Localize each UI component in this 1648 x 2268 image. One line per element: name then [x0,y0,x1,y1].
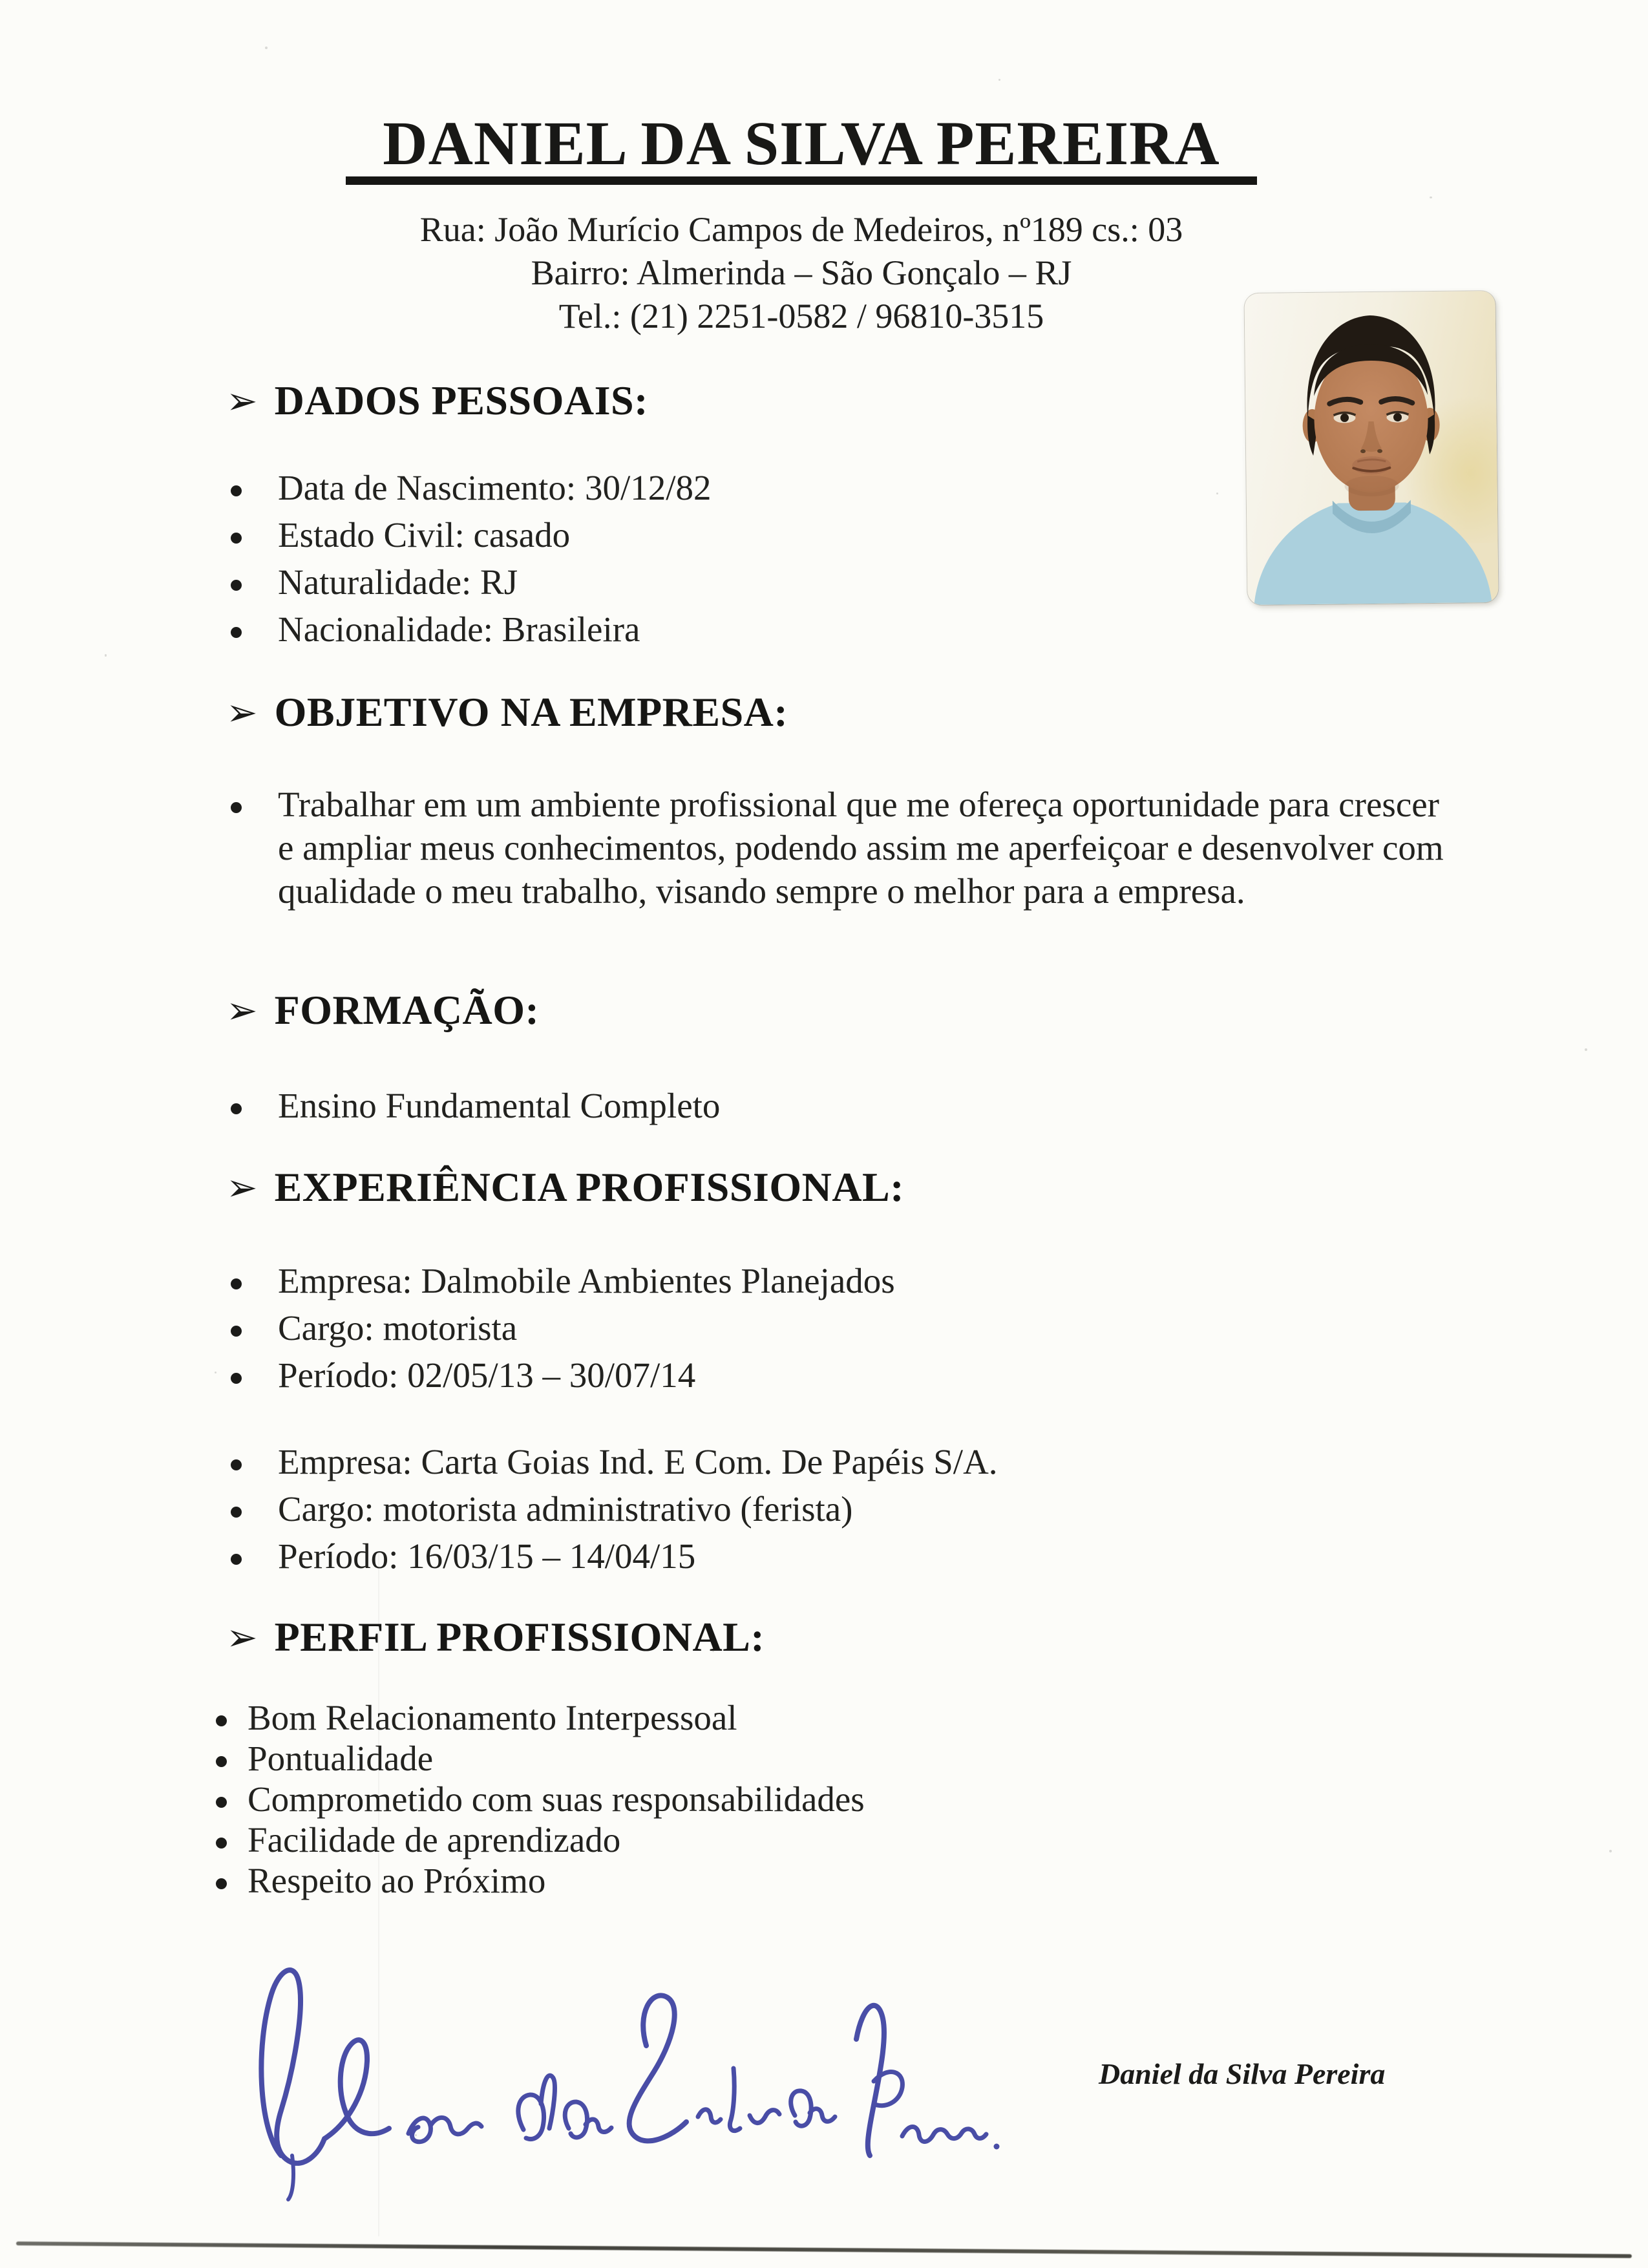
page-title: DANIEL DA SILVA PEREIRA [346,112,1257,185]
bullet-icon [216,1715,227,1726]
scanner-edge-line [16,2242,1632,2258]
perfil-list [216,1697,865,1901]
job-2-list [231,1438,998,1580]
scan-speck [1430,196,1432,198]
scan-speck [1216,493,1218,494]
job-2-cargo: Cargo: motorista administrativo (ferista) [278,1489,853,1529]
scan-speck [1609,1850,1612,1852]
bullet-icon [231,485,242,496]
bullet-icon [231,1554,242,1565]
section-title-formacao: FORMAÇÃO: [274,987,540,1033]
section-title-experiencia: EXPERIÊNCIA PROFISSIONAL: [274,1164,905,1210]
bullet-icon [231,1373,242,1384]
contact-block [346,208,1257,338]
job-1-periodo: Período: 02/05/13 – 30/07/14 [278,1355,696,1395]
bullet-icon [216,1878,227,1889]
bullet-icon [231,533,242,544]
bullet-icon [231,580,242,591]
id-photo-image [1244,291,1498,605]
section-title-dados-pessoais: DADOS PESSOAIS: [274,377,648,423]
section-arrow-icon: ➢ [226,379,258,423]
signature-image [220,1942,1008,2214]
list-item [216,1697,865,1738]
job-1-empresa: Empresa: Dalmobile Ambientes Planejados [278,1261,895,1300]
scan-speck [712,1649,714,1652]
job-1-list [231,1257,895,1399]
perfil-item-respeito: Respeito ao Próximo [248,1861,546,1900]
dados-item-estado-civil: Estado Civil: casado [278,515,571,555]
perfil-item-pontualidade: Pontualidade [248,1739,434,1778]
dados-item-nacionalidade: Nacionalidade: Brasileira [278,609,640,649]
bullet-icon [231,1459,242,1470]
scan-speck [265,47,268,49]
scan-speck [998,79,1000,81]
perfil-item-aprendizado: Facilidade de aprendizado [248,1820,621,1860]
scan-speck [215,1372,217,1373]
dados-item-nascimento: Data de Nascimento: 30/12/82 [278,468,712,507]
list-item [231,1304,895,1351]
list-item [231,1082,720,1129]
section-arrow-icon: ➢ [226,988,258,1032]
section-arrow-icon: ➢ [226,690,258,734]
job-2-empresa: Empresa: Carta Goias Ind. E Com. De Papéis S/A. [278,1442,998,1481]
id-photo [1244,291,1498,605]
section-formacao [226,987,540,1033]
dados-item-naturalidade: Naturalidade: RJ [278,562,518,602]
formacao-list [231,1082,720,1129]
section-perfil [226,1616,765,1658]
job-2-periodo: Período: 16/03/15 – 14/04/15 [278,1536,696,1576]
section-arrow-icon: ➢ [226,1165,258,1209]
bullet-icon [231,627,242,638]
address-line-2: Bairro: Almerinda – São Gonçalo – RJ [531,253,1072,292]
bullet-icon [231,1507,242,1518]
job-1-cargo: Cargo: motorista [278,1308,518,1348]
perfil-item-relacionamento: Bom Relacionamento Interpessoal [248,1698,737,1737]
perfil-item-comprometido: Comprometido com suas responsabilidades [248,1779,865,1819]
section-objetivo [226,689,788,735]
scan-speck [1585,1048,1587,1051]
objetivo-paragraph: Trabalhar em um ambiente profissional que me ofereça oportunidade para crescer e ampliar meus conhecimentos, podendo assim me aperfeiçoar e desenvolver com qualidade o meu trabalho, visando sempre o melhor para a empresa. [278,785,1444,911]
handwritten-signature [220,1942,1008,2214]
bullet-icon [231,1326,242,1337]
bullet-icon [231,1278,242,1289]
list-item [216,1738,865,1779]
typed-signature-name: Daniel da Silva Pereira [1099,2057,1386,2090]
phone-line: Tel.: (21) 2251-0582 / 96810-3515 [558,297,1044,335]
list-item [231,606,712,653]
bullet-icon [231,1103,242,1114]
section-title-objetivo: OBJETIVO NA EMPRESA: [274,689,788,735]
bullet-icon [216,1756,227,1767]
section-experiencia [226,1164,905,1210]
list-item [216,1819,865,1860]
section-dados-pessoais [226,377,648,423]
list-item [231,1257,895,1304]
bullet-icon [216,1797,227,1808]
address-line-1: Rua: João Murício Campos de Medeiros, nº189 cs.: 03 [419,210,1183,249]
bullet-icon [231,802,242,813]
scan-speck [105,654,107,657]
list-item [231,1485,998,1532]
list-item [231,1351,895,1399]
section-title-perfil: PERFIL PROFISSIONAL: [274,1614,765,1660]
list-item [231,558,712,606]
objetivo-item [231,783,1454,913]
dados-pessoais-list [231,464,712,653]
list-item [231,511,712,558]
list-item [231,1532,998,1580]
list-item [231,1438,998,1485]
formacao-item-ensino: Ensino Fundamental Completo [278,1086,721,1125]
list-item [216,1860,865,1901]
list-item [216,1779,865,1819]
list-item [231,464,712,511]
section-arrow-icon: ➢ [226,1615,258,1659]
paper-crease [378,1551,379,2236]
bullet-icon [216,1838,227,1849]
scan-speck [415,2134,417,2136]
